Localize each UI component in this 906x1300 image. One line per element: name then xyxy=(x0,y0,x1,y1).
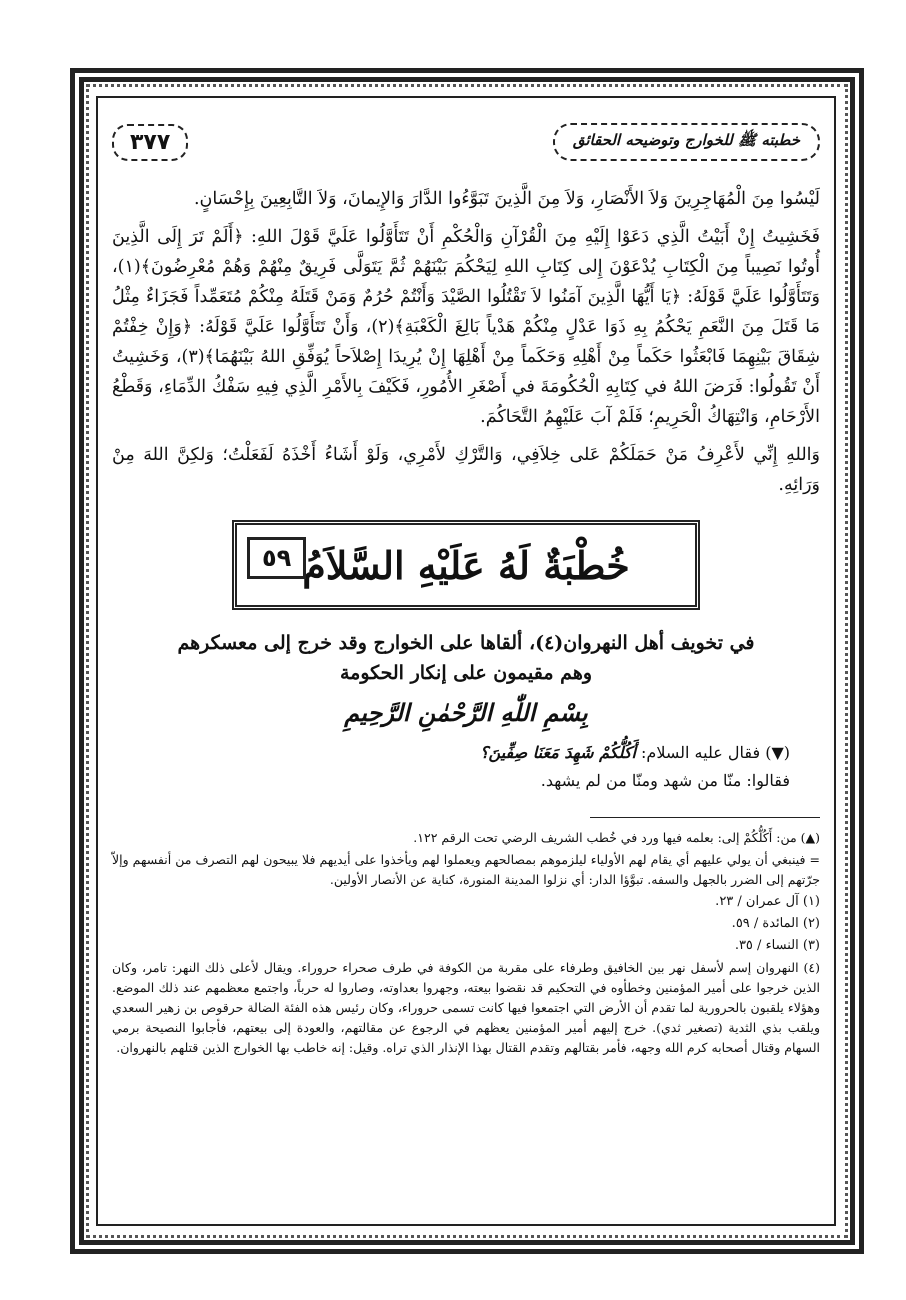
footnote-3: (٣) النساء / ٣٥. xyxy=(734,938,820,953)
footnotes xyxy=(112,828,820,1058)
footnote-2: (٢) المائدة / ٥٩. xyxy=(731,916,820,931)
paragraph-2: فَخَشِيتُ إِنْ أَبَيْتُ الَّذِي دَعَوْا إِلَيْهِ مِنَ الْقُرْآنِ وَالْحُكْمِ أَنْ تَتَأَوَّلُوا عَلَيَّ قَوْلَ اللهِ: ﴿أَلَمْ تَرَ إِلَى الَّذِينَ أُوتُوا نَصِيباً مِنَ الْكِتَابِ يُدْعَوْنَ إِلى كِتَابِ اللهِ لِيَحْكُمَ بَيْنَهُمْ ثُمَّ يَتَوَلَّى فَرِيقٌ مِنْهُمْ وَهُمْ مُعْرِضُونَ﴾(١)، وَتَتَأَوَّلُوا عَلَيَّ قَوْلَهُ: ﴿يَا أَيُّهَا الَّذِينَ آمَنُوا لاَ تَقْتُلُوا الصَّيْدَ وَأَنْتُمْ حُرُمٌ وَمَنْ قَتَلَهُ مِنْكُمْ مُتَعَمِّداً فَجَزَاءٌ مِثْلُ مَا قَتَلَ مِنَ النَّعَمِ يَحْكُمُ بِهِ ذَوَا عَدْلٍ مِنْكُمْ هَدْياً بَالِغَ الْكَعْبَةِ﴾(٢)، وَأَنْ تَتَأَوَّلُوا عَلَيَّ قَوْلَهُ: ﴿وَإِنْ خِفْتُمْ شِقَاقَ بَيْنِهِمَا فَابْعَثُوا حَكَماً مِنْ أَهْلِهِ وَحَكَماً مِنْ أَهْلِهَا إِنْ يُرِيدَا إِصْلاَحاً يُوَفِّقِ اللهُ بَيْنَهُمَا﴾(٣)، وَخَشِيتُ أَنْ تَقُولُوا: فَرَضَ اللهُ في كِتَابِهِ الْحُكُومَةَ في أَصْغَرِ الأُمُورِ، فَكَيْفَ بِالأَمْرِ الَّذِي فِيهِ سَفْكُ الدِّمَاءِ، وَقَطْعُ الأَرْحَامِ، وَانْتِهَاكُ الْحَرِيمِ؛ فَلَمْ آبَ عَلَيْهِمُ التَّحَاكُمَ. xyxy=(112,227,820,427)
paragraph-1: لَيْسُوا مِنَ الْمُهَاجِرِينَ وَلاَ الأَنْصَارِ، وَلاَ مِنَ الَّذِينَ تَبَوَّءُوا الدَّارَ وَالإِيمانَ، وَلاَ التَّابِعِينَ بِإِحْسَانٍ. xyxy=(193,189,820,209)
running-title: خطبته ﷺ للخوارج وتوضيحه الحقائق xyxy=(553,123,820,161)
question-line xyxy=(112,739,790,767)
sermon-text xyxy=(112,184,820,500)
page-content xyxy=(112,112,820,1212)
page-header xyxy=(112,112,820,172)
question-text: أَكُلُّكُمْ شَهِدَ مَعَنَا صِفِّينَ؟ xyxy=(480,743,636,762)
paragraph-3: وَاللهِ إِنِّي لأَعْرِفُ مَنْ حَمَلَكُمْ عَلى خِلاَفِي، وَالتَّرْكِ لأَمْرِي، وَلَوْ أَشَاءُ أَخْذَهُ لَفَعَلْتُ؛ وَلكِنَّ اللهَ مِنْ وَرَائِهِ. xyxy=(112,445,820,495)
question-prefix: (▼) فقال عليه السلام: xyxy=(635,743,790,762)
sermon-number: ٥٩ xyxy=(247,537,306,579)
dialogue xyxy=(112,739,790,795)
subtitle-line-1: في تخويف أهل النهروان(٤)، ألقاها على الخوارج وقد خرج إلى معسكرهم xyxy=(177,632,755,654)
page-number: ٣٧٧ xyxy=(112,124,188,161)
sermon-banner xyxy=(232,520,700,610)
subtitle-line-2: وهم مقيمون على إنكار الحكومة xyxy=(339,662,593,684)
banner-title: خُطْبَةٌ لَهُ عَلَيْهِ السَّلاَمُ xyxy=(302,542,630,588)
footnote-4: (٤) النهروان إسم لأسفل نهر بين الخافيق وطرفاء على مقربة من الكوفة في طرف صحراء حروراء. ويقال لأعلى ذلك النهر: تامر، وكان الذين خرجوا على أمير المؤمنين وخطأوه في التحكيم قد نقضوا بيعته، وجهروا بعداوته، وصاروا له حرباً، واجتمع معظمهم عند ذلك الموضع. وهؤلاء يلقبون بالحرورية لما تقدم أن الأرض التي اجتمعوا فيها كانت تسمى حروراء، وكان رئيس هذه الفئة الضالة حرقوص بن زهير السعدي ويلقب بذي الثدية (تصغير ثدي). خرج إليهم أمير المؤمنين يعظهم في الرجوع عن مقالتهم، والعودة إلى بيعتهم، فأجابوا النصيحة برمي السهام وقتال أصحابه كرم الله وجهه، فأمر بقتالهم وتقدم القتال بهذا الإنذار الذي تراه. وقيل: إنه خاطب بها الخوارج الذين قتلهم بالنهروان. xyxy=(112,960,820,1055)
sermon-subtitle xyxy=(112,628,820,688)
footnote-main-1: (▲) من: أَكُلُّكُمْ إلى: بعلمه فيها ورد في خُطب الشريف الرضي تحت الرقم ١٢٢. xyxy=(413,830,820,845)
footnote-main-2: = فينبغي أن يولي عليهم أي يقام لهم الأولياء ليلزموهم بمصالحهم ويعملوا لهم ويأخذوا على أيديهم فلا يبيحون لهم التصرف من أنفسهم وإلاّ جرّتهم إلى الضرر بالجهل والسفه. تبوَّؤا الدار: أي نزلوا المدينة المنورة، كناية عن الأنصار الأولين. xyxy=(112,852,820,887)
basmala: بِسْمِ اللّٰهِ الرَّحْمٰنِ الرَّحِيمِ xyxy=(344,698,588,727)
answer-line: فقالوا: منّا من شهد ومنّا من لم يشهد. xyxy=(540,771,790,790)
footnote-1: (١) آل عمران / ٢٣. xyxy=(715,894,820,909)
footnote-separator xyxy=(590,817,820,818)
